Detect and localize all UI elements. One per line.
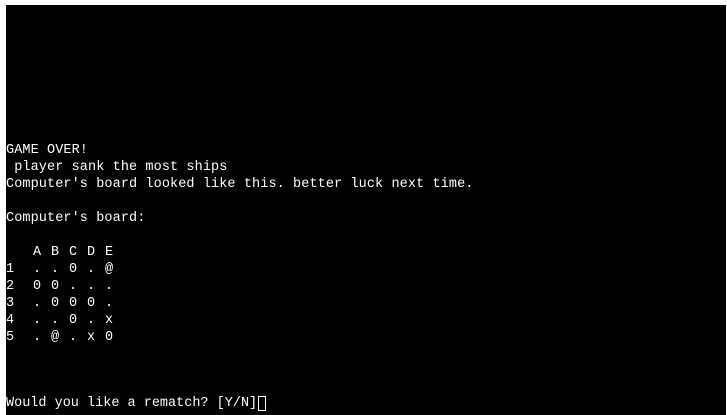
game-over-text: GAME OVER! bbox=[6, 143, 89, 158]
board-column-header bbox=[6, 244, 114, 261]
board-cell: . bbox=[68, 279, 78, 294]
board-row bbox=[6, 329, 114, 346]
column-label: D bbox=[86, 245, 96, 260]
board-row bbox=[6, 295, 114, 312]
board-cell: . bbox=[68, 330, 78, 345]
board-cell: 0 bbox=[68, 313, 78, 328]
board-cell: 0 bbox=[104, 330, 114, 345]
board-cell: @ bbox=[50, 330, 60, 345]
board-cell: x bbox=[86, 330, 96, 345]
board-row bbox=[6, 312, 114, 329]
board-cell: . bbox=[32, 330, 42, 345]
board-row bbox=[6, 278, 114, 295]
column-label: B bbox=[50, 245, 60, 260]
board-cell: x bbox=[104, 313, 114, 328]
board-cell: 0 bbox=[50, 296, 60, 311]
board-cell: . bbox=[50, 313, 60, 328]
board-cell: . bbox=[104, 279, 114, 294]
rematch-prompt-text: Would you like a rematch? [Y/N] bbox=[6, 396, 258, 411]
row-label: 2 bbox=[6, 279, 15, 294]
board-cell: 0 bbox=[68, 262, 78, 277]
text-cursor[interactable] bbox=[258, 396, 266, 411]
terminal-window[interactable] bbox=[6, 5, 726, 415]
board-cell: . bbox=[86, 262, 96, 277]
winner-text: player sank the most ships bbox=[6, 160, 228, 175]
row-label: 3 bbox=[6, 296, 15, 311]
board-cell: . bbox=[32, 296, 42, 311]
board-cell: @ bbox=[104, 262, 114, 277]
board-intro-text: Computer's board looked like this. better luck next time. bbox=[6, 177, 474, 192]
board-title: Computer's board: bbox=[6, 211, 146, 226]
column-label: C bbox=[68, 245, 78, 260]
board-cell: 0 bbox=[86, 296, 96, 311]
row-label: 1 bbox=[6, 262, 15, 277]
row-label: 5 bbox=[6, 330, 15, 345]
board-row bbox=[6, 261, 114, 278]
board-cell: 0 bbox=[68, 296, 78, 311]
board-cell: . bbox=[86, 313, 96, 328]
board-cell: . bbox=[104, 296, 114, 311]
column-label: E bbox=[104, 245, 114, 260]
rematch-prompt[interactable] bbox=[6, 395, 266, 412]
board-cell: . bbox=[32, 313, 42, 328]
board-cell: 0 bbox=[32, 279, 42, 294]
board-cell: . bbox=[50, 262, 60, 277]
column-label: A bbox=[32, 245, 42, 260]
board-cell: 0 bbox=[50, 279, 60, 294]
board-cell: . bbox=[32, 262, 42, 277]
board-cell: . bbox=[86, 279, 96, 294]
row-label: 4 bbox=[6, 313, 15, 328]
